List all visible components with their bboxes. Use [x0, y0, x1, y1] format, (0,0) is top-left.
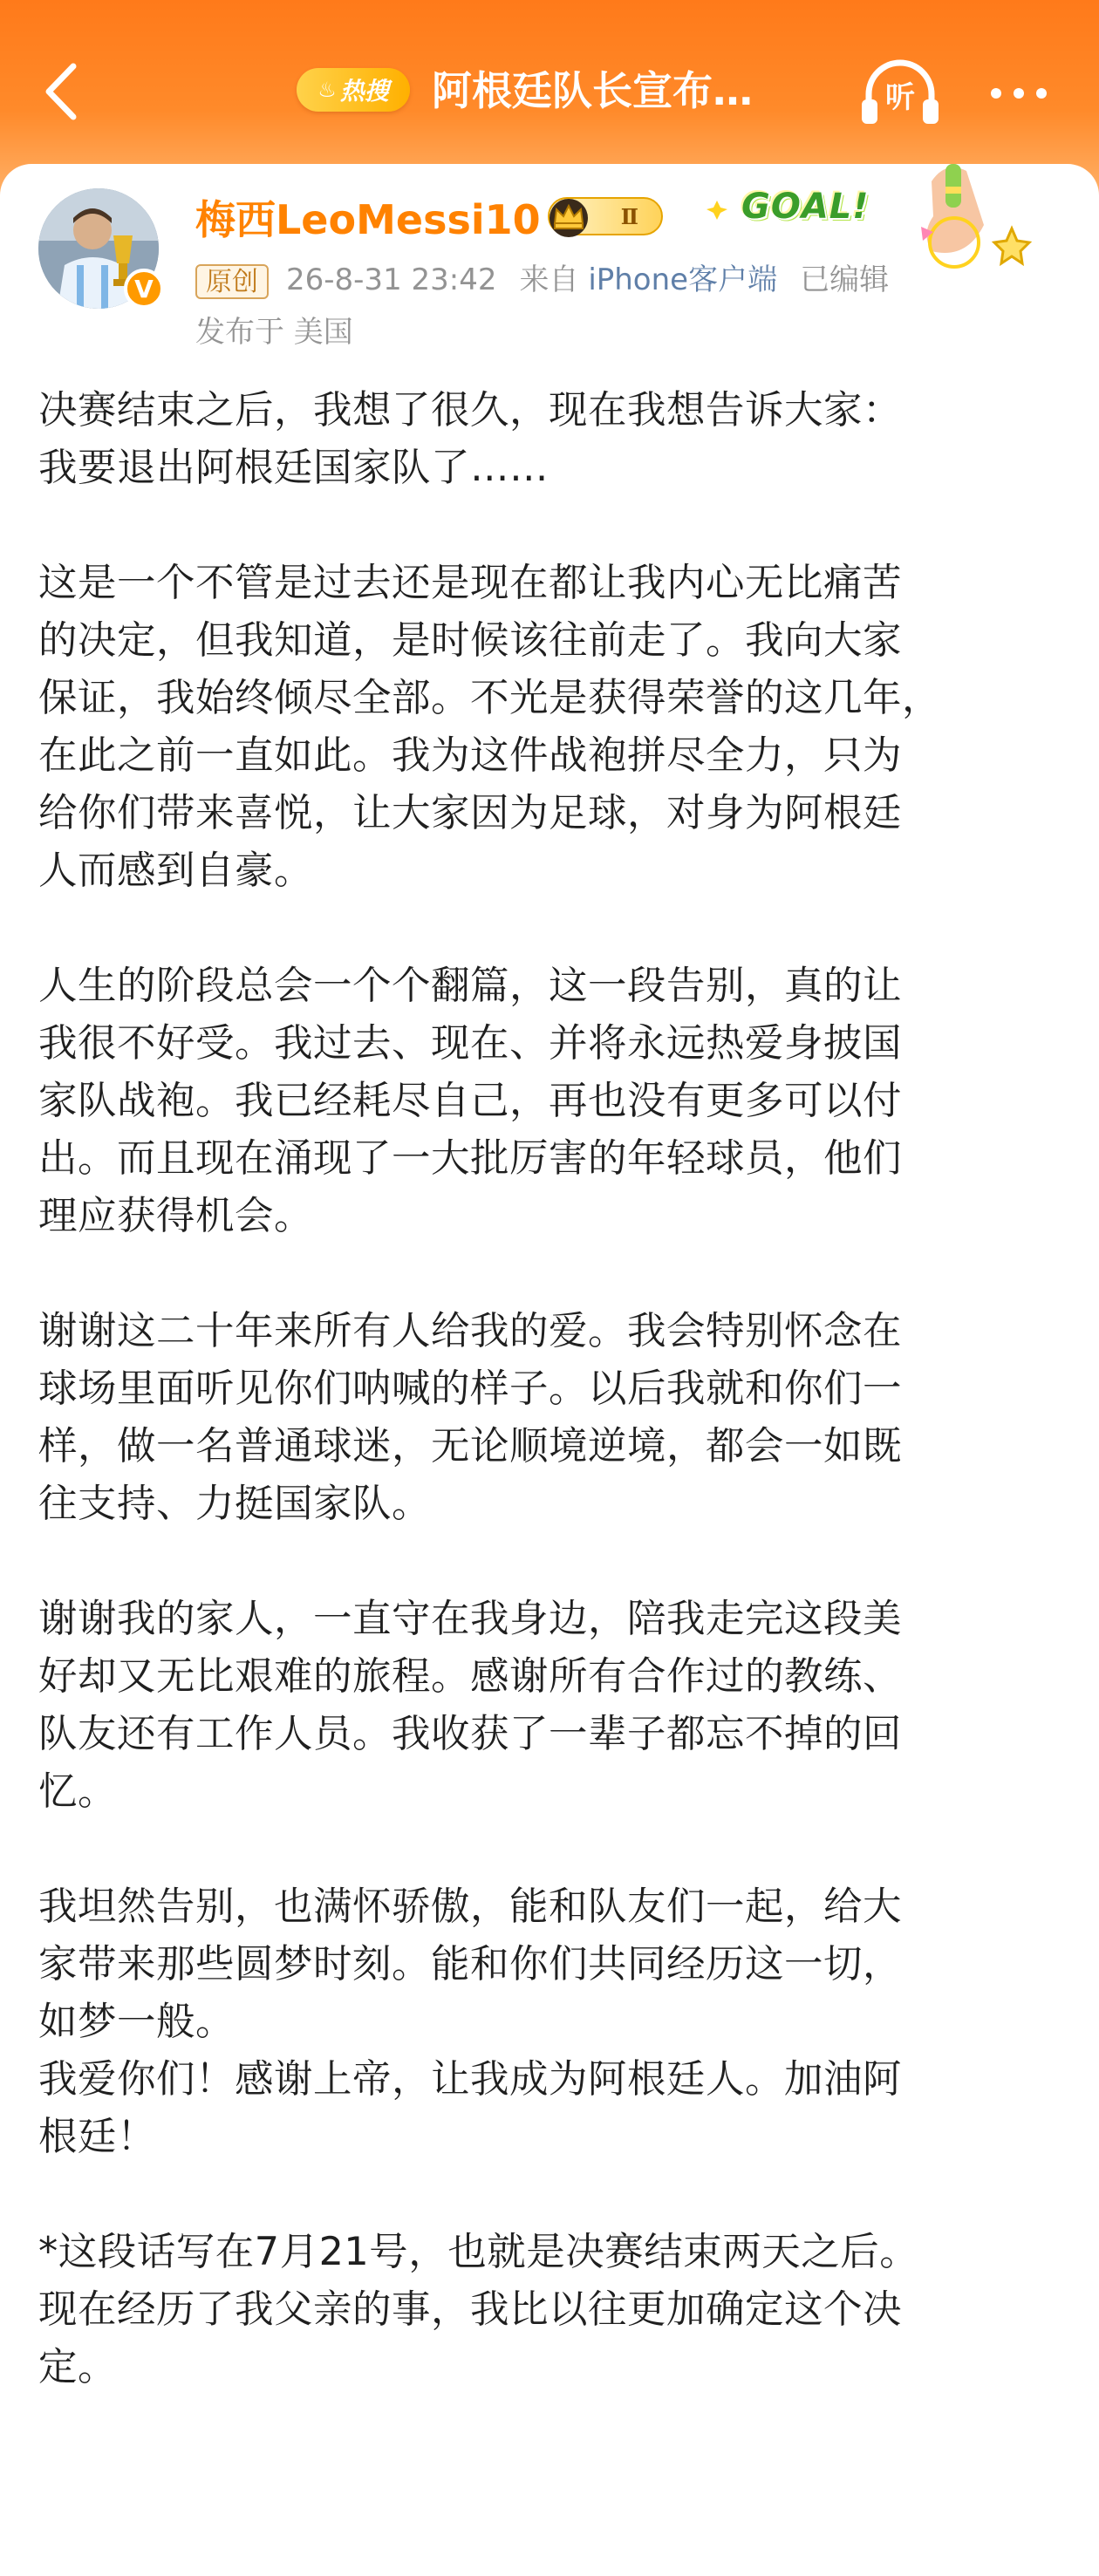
body-text-line: 这是一个不管是过去还是现在都让我内心无比痛苦	[38, 561, 903, 605]
original-tag: 原创	[195, 264, 269, 299]
author-name[interactable]: 梅西LeoMessi10	[195, 196, 541, 243]
edited-label[interactable]: 已编辑	[800, 262, 890, 297]
listen-button[interactable]	[857, 54, 944, 133]
back-arrow-icon	[42, 61, 80, 122]
body-text-line: *这段话写在7月21号，也就是决赛结束两天之后。	[38, 2230, 919, 2274]
body-text-line: 谢谢我的家人，一直守在我身边，陪我走完这段美	[38, 1597, 903, 1641]
crown-icon	[544, 192, 593, 241]
more-dots-icon[interactable]	[975, 54, 1062, 133]
body-text-line: 决赛结束之后，我想了很久，现在我想告诉大家：	[38, 388, 903, 433]
body-text-line: 球场里面听见你们呐喊的样子。以后我就和你们一	[38, 1366, 903, 1411]
body-text-line: 往支持、力挺国家队。	[38, 1482, 432, 1526]
body-text-line: 忆。	[38, 1769, 118, 1814]
nav-title[interactable]: 阿根廷队长宣布…	[432, 67, 753, 114]
hot-search-badge[interactable]	[297, 68, 410, 112]
body-text-line: 我很不好受。我过去、现在、并将永远热爱身披国	[38, 1021, 903, 1066]
body-text-line: 我坦然告别，也满怀骄傲，能和队友们一起，给大	[38, 1884, 903, 1929]
paragraph-gap	[38, 1533, 1064, 1591]
body-text-line: 出。而且现在涌现了一大批厉害的年轻球员，他们	[38, 1136, 903, 1181]
paragraph-gap	[38, 497, 1064, 555]
member-level-text: Ⅱ	[620, 203, 638, 229]
body-text-line: 现在经历了我父亲的事，我比以往更加确定这个决	[38, 2287, 903, 2332]
body-text-line: 根廷！	[38, 2115, 157, 2159]
paragraph-gap	[38, 2166, 1064, 2224]
body-text-line: 家队战袍。我已经耗尽自己，再也没有更多可以付	[38, 1079, 903, 1123]
body-text-line: 给你们带来喜悦，让大家因为足球，对身为阿根廷	[38, 791, 903, 835]
post-time: 26-8-31 23:42	[286, 262, 497, 297]
body-text-line: 好却又无比艰难的旅程。感谢所有合作过的教练、	[38, 1654, 903, 1699]
body-text-line: 定。	[38, 2345, 118, 2389]
listen-label: 听	[885, 80, 915, 115]
member-level-badge[interactable]	[548, 197, 663, 235]
goal-badge-text: GOAL!	[741, 187, 870, 227]
body-text-line: 如梦一般。	[38, 2000, 236, 2044]
body-text-line: 理应获得机会。	[38, 1194, 314, 1238]
post-body	[38, 382, 1064, 2396]
paragraph-gap	[38, 1245, 1064, 1303]
body-text-line: 我爱你们！感谢上帝，让我成为阿根廷人。加油阿	[38, 2057, 903, 2102]
body-text-line: 家带来那些圆梦时刻。能和你们共同经历这一切，	[38, 1942, 903, 1987]
body-text-line: 谢谢这二十年来所有人给我的爱。我会特别怀念在	[38, 1309, 903, 1353]
hot-search-label: 热搜	[339, 77, 389, 106]
post-location: 发布于 美国	[195, 315, 353, 350]
body-text-line: 人而感到自豪。	[38, 848, 314, 893]
body-text-line: 保证，我始终倾尽全部。不光是获得荣誉的这几年，	[38, 676, 942, 720]
paragraph-gap	[38, 1821, 1064, 1878]
verified-v-icon: V	[124, 269, 164, 309]
body-text-line: 队友还有工作人员。我收获了一辈子都忘不掉的回	[38, 1712, 903, 1756]
from-prefix: 来自	[519, 262, 579, 297]
body-text-line: 样，做一名普通球迷，无论顺境逆境，都会一如既	[38, 1424, 903, 1469]
body-text-line: 在此之前一直如此。我为这件战袍拼尽全力，只为	[38, 733, 903, 778]
flame-icon: ♨	[317, 78, 337, 102]
body-text-line: 人生的阶段总会一个个翻篇，这一段告别，真的让	[38, 964, 903, 1008]
body-text-line: 的决定，但我知道，是时候该往前走了。我向大家	[38, 618, 903, 663]
star-icon	[994, 228, 1029, 263]
body-text-line: 我要退出阿根廷国家队了……	[38, 446, 550, 490]
back-button[interactable]	[26, 52, 96, 131]
device-link[interactable]: iPhone客户端	[588, 262, 778, 297]
paragraph-gap	[38, 900, 1064, 957]
post-card	[0, 164, 1099, 2576]
post-meta-row	[195, 260, 889, 300]
